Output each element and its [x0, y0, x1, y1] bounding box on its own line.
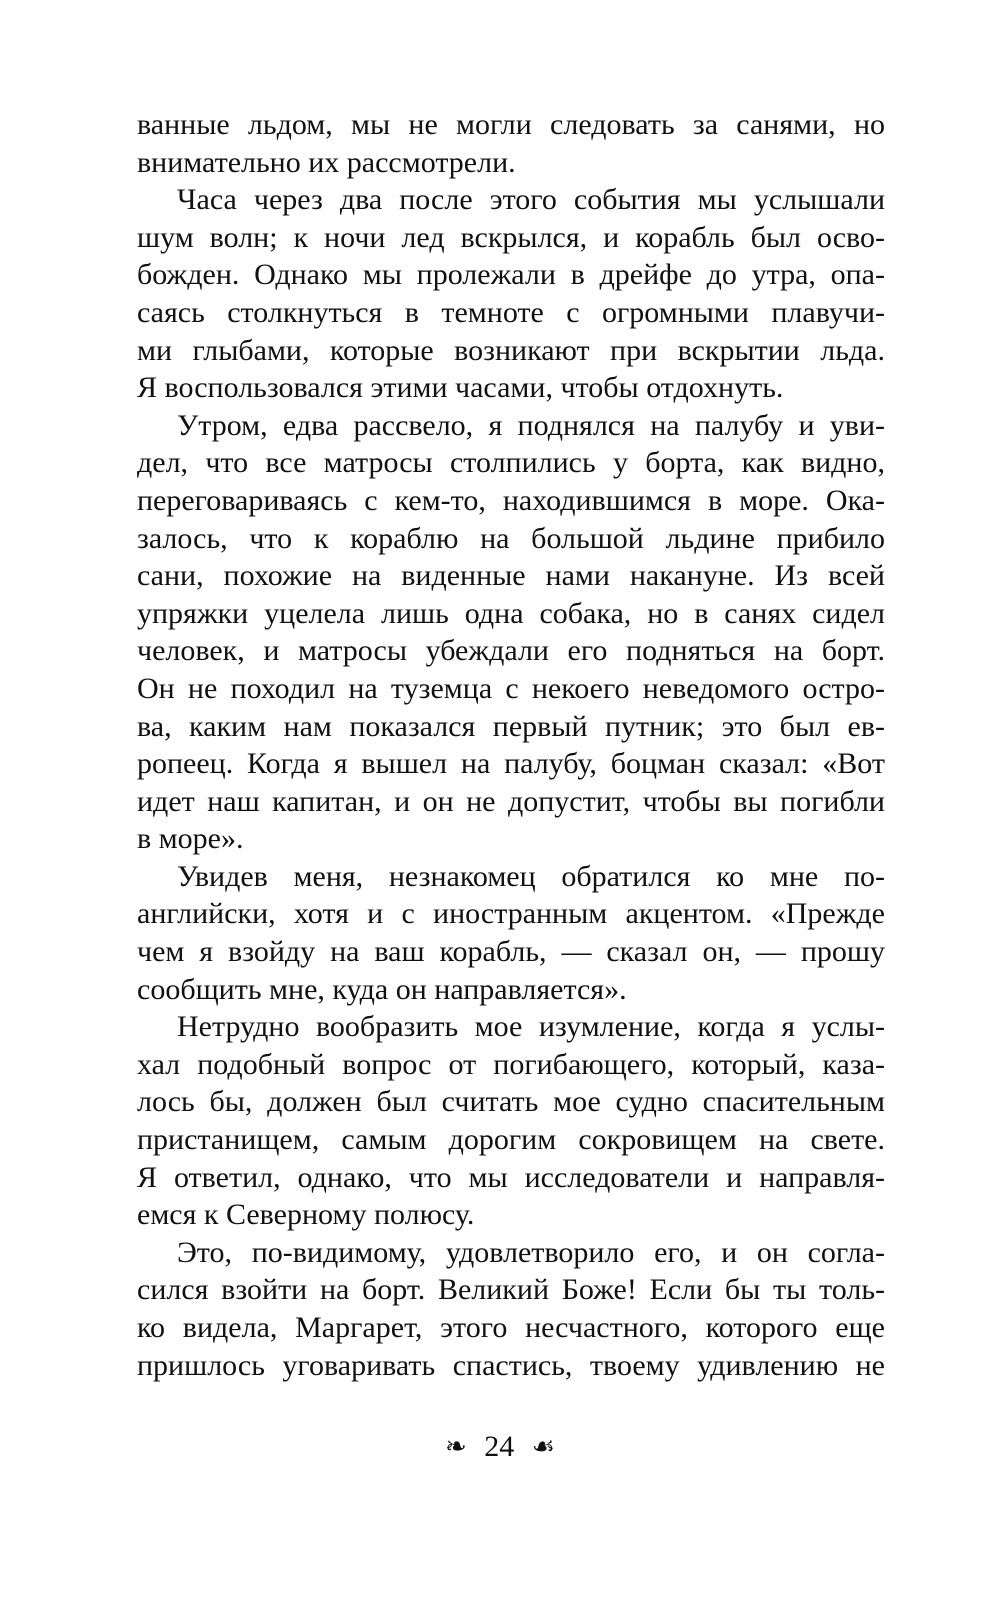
text-line: английски, хотя и с иностранным акцентом. «Прежде	[137, 897, 885, 931]
text-line: Это, по-видимому, удовлетворило его, и он согла-	[177, 1235, 885, 1269]
text-line: человек, и матросы убеждали его подняться на борт.	[137, 634, 885, 668]
text-line: залось, что к кораблю на большой льдине прибило	[137, 521, 885, 555]
text-line: сообщить мне, куда он направляется».	[137, 972, 627, 1006]
page-footer	[0, 1428, 1000, 1464]
text-line: лось бы, должен был считать мое судно спасительным	[137, 1085, 885, 1119]
text-line: божден. Однако мы пролежали в дрейфе до утра, опа-	[137, 258, 885, 292]
text-line: ко видела, Маргарет, этого несчастного, которого еще	[137, 1311, 885, 1344]
body-text	[137, 106, 885, 1384]
text-line: упряжки уцелела лишь одна собака, но в санях сидел	[137, 596, 885, 630]
text-line: Часа через два после этого события мы услышали	[177, 183, 885, 217]
text-line: в море».	[137, 822, 244, 856]
text-line: Утром, едва рассвело, я поднялся на палубу и уви-	[177, 408, 885, 442]
text-line: внимательно их рассмотрели.	[137, 145, 516, 179]
text-line: Я воспользовался этими часами, чтобы отдохнуть.	[137, 371, 784, 405]
left-ornament-icon: ❧	[444, 1432, 467, 1462]
text-line: сился взойти на борт. Великий Боже! Если бы ты толь-	[137, 1273, 885, 1307]
text-line: Увидев меня, незнакомец обратился ко мне по-	[177, 859, 885, 893]
text-line: дел, что все матросы столпились у борта, как видно,	[137, 446, 885, 480]
text-line: саясь столкнуться в темноте с огромными плавучи-	[137, 295, 885, 329]
page-number: 24	[484, 1430, 515, 1464]
text-line: идет наш капитан, и он не допустит, чтобы вы погибли	[137, 784, 885, 818]
text-line: ми глыбами, которые возникают при вскрытии льда.	[137, 333, 885, 367]
text-line: переговариваясь с кем-то, находившимся в море. Ока-	[137, 483, 885, 517]
text-line: ванные льдом, мы не могли следовать за санями, но	[137, 108, 885, 141]
text-line: Он не походил на туземца с некоего неведомого остро-	[137, 671, 885, 705]
text-line: ропеец. Когда я вышел на палубу, боцман сказал: «Вот	[137, 747, 885, 781]
text-line: Нетрудно вообразить мое изумление, когда я услы-	[177, 1010, 885, 1044]
right-ornament-icon: ☙	[531, 1432, 556, 1462]
text-line: хал подобный вопрос от погибающего, который, каза-	[137, 1047, 885, 1081]
text-line: шум волн; к ночи лед вскрылся, и корабль был осво-	[137, 220, 885, 254]
text-line: сани, похожие на виденные нами накануне. Из всей	[137, 559, 885, 593]
text-line: пришлось уговаривать спастись, твоему удивлению не	[137, 1348, 885, 1382]
text-line: емся к Северному полюсу.	[137, 1198, 475, 1232]
text-line: пристанищем, самым дорогим сокровищем на свете.	[137, 1123, 885, 1157]
text-line: ва, каким нам показался первый путник; это был ев-	[137, 709, 885, 743]
text-line: Я ответил, однако, что мы исследователи и направля-	[137, 1160, 885, 1194]
text-line: чем я взойду на ваш корабль, — сказал он, — прошу	[137, 935, 885, 969]
